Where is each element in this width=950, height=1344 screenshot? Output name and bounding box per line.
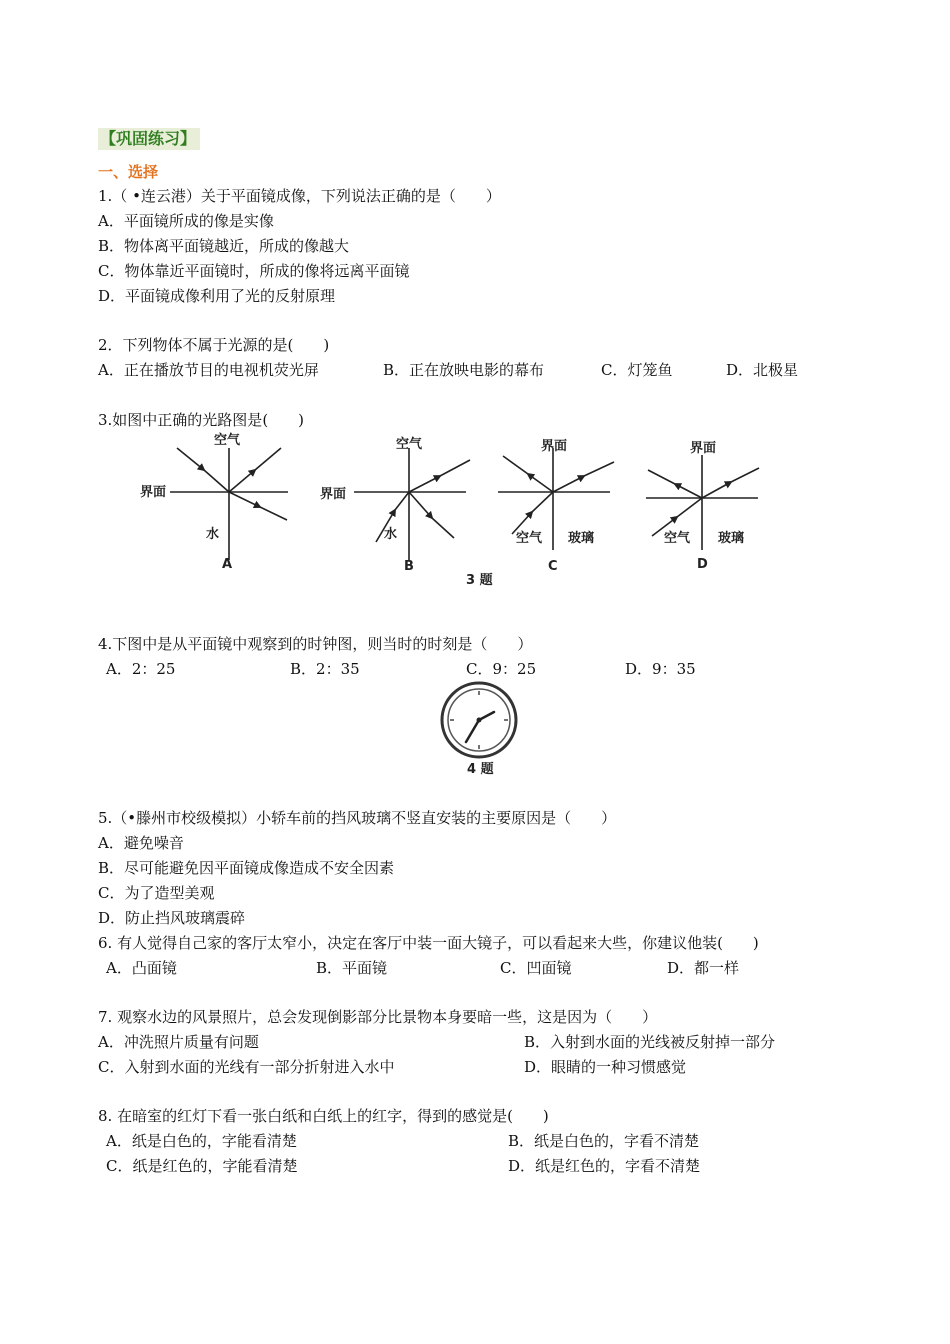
q6-option-b: B．平面镜	[316, 959, 388, 977]
q8-option-a: A．纸是白色的，字能看清楚	[106, 1132, 297, 1150]
q1-option-d: D．平面镜成像利用了光的反射原理	[98, 287, 336, 305]
q3-figure-caption: 3 题	[466, 573, 493, 588]
q4-option-c: C．9：25	[466, 660, 537, 678]
q6-option-c: C．凹面镜	[500, 959, 572, 977]
q4-option-b: B．2：35	[290, 660, 360, 678]
q4-stem: 4.下图中是从平面镜中观察到的时钟图，则当时的时刻是（ ）	[98, 635, 533, 653]
diagram-d-label-glass: 玻璃	[718, 531, 745, 546]
q2-stem: 2．下列物体不属于光源的是( )	[98, 336, 330, 354]
q3-light-path-figure	[130, 430, 780, 590]
q8-stem: 8. 在暗室的红灯下看一张白纸和白纸上的红字，得到的感觉是( )	[98, 1107, 549, 1125]
q7-option-c: C．入射到水面的光线有一部分折射进入水中	[98, 1058, 395, 1076]
q7-stem: 7. 观察水边的风景照片，总会发现倒影部分比景物本身要暗一些，这是因为（ ）	[98, 1008, 658, 1026]
q1-option-c: C．物体靠近平面镜时，所成的像将远离平面镜	[98, 262, 410, 280]
q7-option-a: A．冲洗照片质量有问题	[98, 1033, 259, 1051]
diagram-b-label-interface: 界面	[320, 487, 347, 502]
q8-option-d: D．纸是红色的，字看不清楚	[508, 1157, 701, 1175]
q7-option-b: B．入射到水面的光线被反射掉一部分	[524, 1033, 776, 1051]
q5-option-c: C．为了造型美观	[98, 884, 215, 902]
diagram-letter-c: C	[548, 559, 558, 574]
q4-option-d: D．9：35	[625, 660, 696, 678]
q6-option-d: D．都一样	[667, 959, 740, 977]
diagram-c-label-air: 空气	[516, 531, 543, 546]
diagram-d-label-air: 空气	[664, 531, 691, 546]
q3-stem: 3.如图中正确的光路图是( )	[98, 411, 305, 429]
diagram-letter-b: B	[404, 559, 414, 574]
q6-stem: 6. 有人觉得自己家的客厅太窄小，决定在客厅中装一面大镜子，可以看起来大些，你建议他装( )	[98, 934, 759, 952]
q5-option-b: B．尽可能避免因平面镜成像造成不安全因素	[98, 859, 395, 877]
q4-option-a: A．2：25	[106, 660, 176, 678]
q8-option-c: C．纸是红色的，字能看清楚	[106, 1157, 298, 1175]
diagram-a-label-air: 空气	[214, 433, 241, 448]
diagram-b-label-air: 空气	[396, 437, 423, 452]
diagram-a	[170, 448, 288, 560]
q7-option-d: D．眼睛的一种习惯感觉	[524, 1058, 687, 1076]
diagram-letter-a: A	[222, 557, 233, 572]
diagram-c-label-interface: 界面	[541, 439, 568, 454]
diagram-b	[354, 448, 470, 560]
diagram-a-label-water: 水	[206, 527, 220, 542]
q8-option-b: B．纸是白色的，字看不清楚	[508, 1132, 700, 1150]
diagram-d-label-interface: 界面	[690, 441, 717, 456]
section-title: 【巩固练习】	[98, 128, 200, 150]
subsection-title: 一、选择	[98, 163, 159, 181]
q5-stem: 5.（•滕州市校级模拟）小轿车前的挡风玻璃不竖直安装的主要原因是（ ）	[98, 809, 617, 827]
q2-option-b: B．正在放映电影的幕布	[383, 361, 545, 379]
q1-stem: 1.（ •连云港）关于平面镜成像，下列说法正确的是（ ）	[98, 187, 501, 205]
q2-option-c: C．灯笼鱼	[601, 361, 673, 379]
diagram-c-label-glass: 玻璃	[568, 531, 595, 546]
mirror-clock	[438, 680, 520, 780]
diagram-a-label-interface: 界面	[140, 485, 167, 500]
q2-option-a: A．正在播放节目的电视机荧光屏	[98, 361, 319, 379]
q2-option-d: D．北极星	[726, 361, 799, 379]
q4-figure-caption: 4 题	[467, 762, 494, 777]
diagram-letter-d: D	[697, 557, 708, 572]
q5-option-d: D．防止挡风玻璃震碎	[98, 909, 246, 927]
q5-option-a: A．避免噪音	[98, 834, 184, 852]
q6-option-a: A．凸面镜	[106, 959, 177, 977]
q1-option-a: A．平面镜所成的像是实像	[98, 212, 274, 230]
diagram-b-label-water: 水	[384, 527, 398, 542]
q1-option-b: B．物体离平面镜越近，所成的像越大	[98, 237, 350, 255]
